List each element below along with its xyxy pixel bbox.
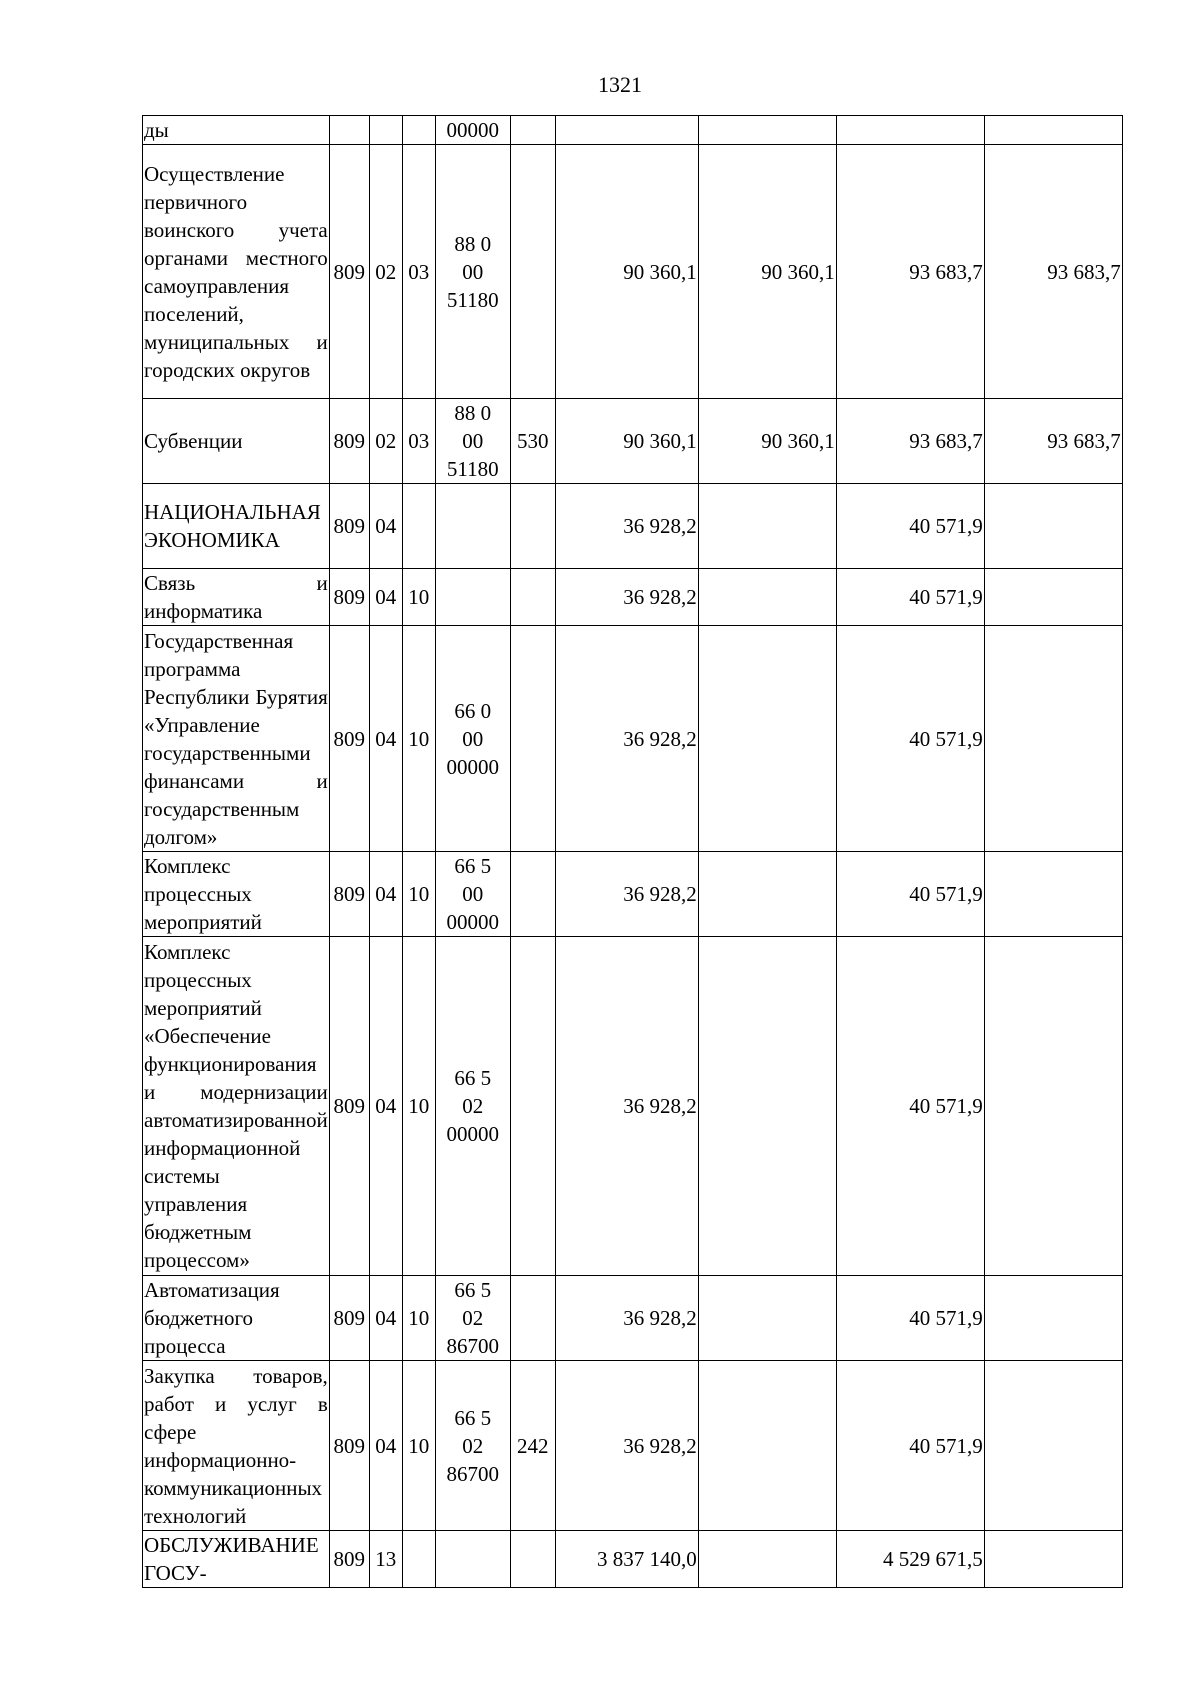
row-name: Комплекс процессных мероприятий bbox=[143, 852, 330, 937]
rz-code: 04 bbox=[369, 626, 402, 852]
table-row bbox=[143, 399, 1123, 484]
amount-3 bbox=[836, 116, 984, 145]
rz-code bbox=[369, 116, 402, 145]
budget-table bbox=[142, 115, 1123, 1588]
pr-code: 10 bbox=[402, 569, 435, 626]
amount-4 bbox=[984, 937, 1122, 1276]
table-body bbox=[143, 116, 1123, 1588]
amount-1: 36 928,2 bbox=[555, 484, 698, 569]
amount-3: 93 683,7 bbox=[836, 145, 984, 399]
row-name: ОБСЛУЖИВАНИЕ ГОСУ- bbox=[143, 1531, 330, 1588]
amount-2 bbox=[698, 484, 836, 569]
table-row bbox=[143, 569, 1123, 626]
row-name: Связь и информатика bbox=[143, 569, 330, 626]
gr-code: 809 bbox=[329, 937, 369, 1276]
rz-code: 02 bbox=[369, 399, 402, 484]
amount-2: 90 360,1 bbox=[698, 399, 836, 484]
gr-code: 809 bbox=[329, 145, 369, 399]
amount-4 bbox=[984, 116, 1122, 145]
gr-code bbox=[329, 116, 369, 145]
csr-code: 66 5 02 00000 bbox=[435, 937, 510, 1276]
amount-4 bbox=[984, 569, 1122, 626]
amount-3: 4 529 671,5 bbox=[836, 1531, 984, 1588]
csr-code: 66 5 02 86700 bbox=[435, 1361, 510, 1531]
table-row bbox=[143, 626, 1123, 852]
csr-code bbox=[435, 569, 510, 626]
vr-code bbox=[510, 1531, 555, 1588]
row-name: Осуществление первичного воинского учета органами местного самоуправления поселений, муниципальных и городских округов bbox=[143, 145, 330, 399]
amount-1: 36 928,2 bbox=[555, 1361, 698, 1531]
amount-1: 36 928,2 bbox=[555, 1276, 698, 1361]
csr-code bbox=[435, 1531, 510, 1588]
vr-code bbox=[510, 937, 555, 1276]
amount-4 bbox=[984, 484, 1122, 569]
gr-code: 809 bbox=[329, 1361, 369, 1531]
amount-1: 36 928,2 bbox=[555, 937, 698, 1276]
amount-3: 40 571,9 bbox=[836, 1276, 984, 1361]
amount-2 bbox=[698, 1276, 836, 1361]
row-name: ды bbox=[143, 116, 330, 145]
table-row bbox=[143, 1276, 1123, 1361]
row-name: Государственная программа Республики Бурятия «Управление государственными финансами и государственным долгом» bbox=[143, 626, 330, 852]
rz-code: 02 bbox=[369, 145, 402, 399]
gr-code: 809 bbox=[329, 626, 369, 852]
amount-3: 93 683,7 bbox=[836, 399, 984, 484]
row-name: НАЦИОНАЛЬНАЯ ЭКОНОМИКА bbox=[143, 484, 330, 569]
csr-code: 88 0 00 51180 bbox=[435, 399, 510, 484]
gr-code: 809 bbox=[329, 569, 369, 626]
row-name: Комплекс процессных мероприятий «Обеспечение функционирования и модернизации автоматизированной информационной системы управления бюджетным процессом» bbox=[143, 937, 330, 1276]
amount-2 bbox=[698, 1361, 836, 1531]
vr-code: 530 bbox=[510, 399, 555, 484]
amount-2 bbox=[698, 852, 836, 937]
amount-1: 36 928,2 bbox=[555, 626, 698, 852]
amount-2 bbox=[698, 626, 836, 852]
amount-4 bbox=[984, 626, 1122, 852]
page-number: 1321 bbox=[598, 72, 642, 97]
rz-code: 13 bbox=[369, 1531, 402, 1588]
pr-code: 03 bbox=[402, 145, 435, 399]
amount-4 bbox=[984, 1531, 1122, 1588]
gr-code: 809 bbox=[329, 399, 369, 484]
amount-3: 40 571,9 bbox=[836, 852, 984, 937]
rz-code: 04 bbox=[369, 569, 402, 626]
vr-code bbox=[510, 116, 555, 145]
amount-1: 3 837 140,0 bbox=[555, 1531, 698, 1588]
vr-code bbox=[510, 852, 555, 937]
amount-1: 36 928,2 bbox=[555, 852, 698, 937]
amount-2 bbox=[698, 116, 836, 145]
csr-code: 00000 bbox=[435, 116, 510, 145]
rz-code: 04 bbox=[369, 852, 402, 937]
pr-code bbox=[402, 116, 435, 145]
csr-code: 88 0 00 51180 bbox=[435, 145, 510, 399]
pr-code: 10 bbox=[402, 1361, 435, 1531]
amount-1: 36 928,2 bbox=[555, 569, 698, 626]
pr-code: 10 bbox=[402, 852, 435, 937]
table-row bbox=[143, 484, 1123, 569]
vr-code bbox=[510, 1276, 555, 1361]
amount-2 bbox=[698, 569, 836, 626]
table-row bbox=[143, 116, 1123, 145]
amount-4 bbox=[984, 1276, 1122, 1361]
row-name: Автоматизация бюджетного процесса bbox=[143, 1276, 330, 1361]
amount-1 bbox=[555, 116, 698, 145]
amount-1: 90 360,1 bbox=[555, 399, 698, 484]
amount-3: 40 571,9 bbox=[836, 484, 984, 569]
gr-code: 809 bbox=[329, 484, 369, 569]
table-row bbox=[143, 937, 1123, 1276]
gr-code: 809 bbox=[329, 1531, 369, 1588]
rz-code: 04 bbox=[369, 937, 402, 1276]
vr-code bbox=[510, 626, 555, 852]
amount-4: 93 683,7 bbox=[984, 145, 1122, 399]
row-name: Субвенции bbox=[143, 399, 330, 484]
vr-code bbox=[510, 569, 555, 626]
row-name: Закупка товаров, работ и услуг в сфере информационно-коммуникационных технологий bbox=[143, 1361, 330, 1531]
amount-3: 40 571,9 bbox=[836, 569, 984, 626]
pr-code bbox=[402, 484, 435, 569]
vr-code: 242 bbox=[510, 1361, 555, 1531]
csr-code bbox=[435, 484, 510, 569]
table-row bbox=[143, 852, 1123, 937]
table-row bbox=[143, 145, 1123, 399]
amount-4 bbox=[984, 1361, 1122, 1531]
csr-code: 66 5 02 86700 bbox=[435, 1276, 510, 1361]
pr-code: 03 bbox=[402, 399, 435, 484]
amount-1: 90 360,1 bbox=[555, 145, 698, 399]
amount-2: 90 360,1 bbox=[698, 145, 836, 399]
pr-code bbox=[402, 1531, 435, 1588]
amount-3: 40 571,9 bbox=[836, 937, 984, 1276]
amount-2 bbox=[698, 1531, 836, 1588]
pr-code: 10 bbox=[402, 937, 435, 1276]
pr-code: 10 bbox=[402, 626, 435, 852]
table-row bbox=[143, 1531, 1123, 1588]
vr-code bbox=[510, 145, 555, 399]
csr-code: 66 5 00 00000 bbox=[435, 852, 510, 937]
table-row bbox=[143, 1361, 1123, 1531]
rz-code: 04 bbox=[369, 484, 402, 569]
amount-4 bbox=[984, 852, 1122, 937]
pr-code: 10 bbox=[402, 1276, 435, 1361]
amount-4: 93 683,7 bbox=[984, 399, 1122, 484]
gr-code: 809 bbox=[329, 1276, 369, 1361]
amount-3: 40 571,9 bbox=[836, 1361, 984, 1531]
amount-3: 40 571,9 bbox=[836, 626, 984, 852]
gr-code: 809 bbox=[329, 852, 369, 937]
rz-code: 04 bbox=[369, 1276, 402, 1361]
rz-code: 04 bbox=[369, 1361, 402, 1531]
amount-2 bbox=[698, 937, 836, 1276]
vr-code bbox=[510, 484, 555, 569]
csr-code: 66 0 00 00000 bbox=[435, 626, 510, 852]
